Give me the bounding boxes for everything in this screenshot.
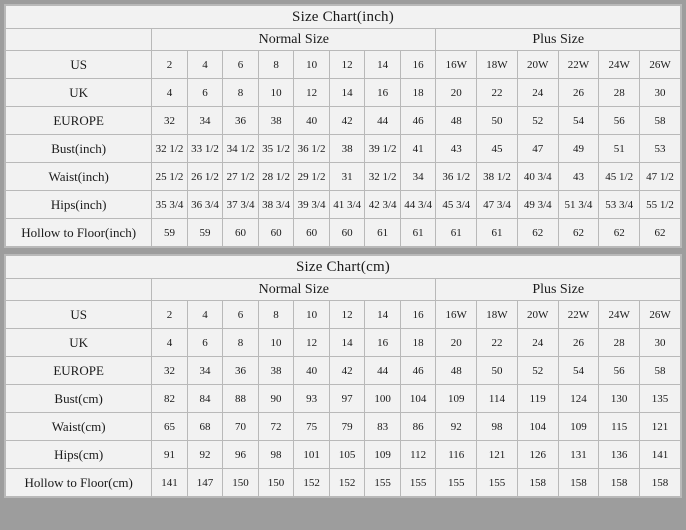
cell: 4: [152, 329, 188, 357]
cell: 121: [640, 413, 681, 441]
cell: 20W: [517, 301, 558, 329]
row-label: Hips(cm): [6, 441, 152, 469]
cell: 2: [152, 301, 188, 329]
cell: 50: [477, 357, 518, 385]
cell: 124: [558, 385, 599, 413]
cell: 158: [640, 469, 681, 497]
cell: 130: [599, 385, 640, 413]
cell: 36 1/2: [436, 163, 477, 191]
cell: 12: [294, 79, 330, 107]
cell: 115: [599, 413, 640, 441]
cell: 62: [517, 219, 558, 247]
cell: 30: [640, 329, 681, 357]
row-label: EUROPE: [6, 107, 152, 135]
cell: 22: [477, 79, 518, 107]
cell: 47 1/2: [640, 163, 681, 191]
cell: 46: [400, 357, 436, 385]
cell: 14: [365, 51, 401, 79]
cell: 28: [599, 79, 640, 107]
cell: 60: [294, 219, 330, 247]
cell: 8: [258, 51, 294, 79]
cell: 158: [599, 469, 640, 497]
cell: 24W: [599, 301, 640, 329]
cell: 70: [223, 413, 259, 441]
cell: 92: [436, 413, 477, 441]
table-group-row: [6, 279, 681, 301]
cell: 72: [258, 413, 294, 441]
cell: 61: [400, 219, 436, 247]
cell: 42: [329, 357, 365, 385]
cell: 34: [400, 163, 436, 191]
cell: 6: [187, 79, 223, 107]
cell: 141: [640, 441, 681, 469]
cell: 131: [558, 441, 599, 469]
row-label: UK: [6, 79, 152, 107]
cell: 29 1/2: [294, 163, 330, 191]
cell: 68: [187, 413, 223, 441]
cell: 38 1/2: [477, 163, 518, 191]
cell: 150: [258, 469, 294, 497]
cell: 84: [187, 385, 223, 413]
cell: 61: [477, 219, 518, 247]
cell: 79: [329, 413, 365, 441]
table-row: [6, 163, 681, 191]
table-row: [6, 357, 681, 385]
cell: 109: [365, 441, 401, 469]
cell: 42: [329, 107, 365, 135]
table-row: [6, 79, 681, 107]
cell: 93: [294, 385, 330, 413]
table-row: [6, 51, 681, 79]
cell: 38: [258, 357, 294, 385]
size-table-inch: [5, 5, 681, 247]
cell: 31: [329, 163, 365, 191]
table-row: [6, 385, 681, 413]
cell: 22W: [558, 51, 599, 79]
row-label: US: [6, 51, 152, 79]
cell: 4: [152, 79, 188, 107]
cell: 10: [294, 51, 330, 79]
row-label: Waist(cm): [6, 413, 152, 441]
cell: 20: [436, 79, 477, 107]
chart-title: Size Chart(inch): [6, 6, 681, 29]
cell: 48: [436, 357, 477, 385]
cell: 155: [365, 469, 401, 497]
table-row: [6, 329, 681, 357]
cell: 49 3/4: [517, 191, 558, 219]
table-row: [6, 441, 681, 469]
table-title-row: [6, 256, 681, 279]
cell: 24: [517, 79, 558, 107]
cell: 8: [223, 329, 259, 357]
table-row: [6, 413, 681, 441]
cell: 109: [558, 413, 599, 441]
cell: 46: [400, 107, 436, 135]
cell: 98: [477, 413, 518, 441]
group-header-normal: Normal Size: [152, 279, 436, 301]
cell: 4: [187, 301, 223, 329]
cell: 36: [223, 357, 259, 385]
cell: 16: [400, 51, 436, 79]
cell: 112: [400, 441, 436, 469]
row-label: Hollow to Floor(cm): [6, 469, 152, 497]
cell: 28 1/2: [258, 163, 294, 191]
cell: 2: [152, 51, 188, 79]
cell: 6: [187, 329, 223, 357]
cell: 28: [599, 329, 640, 357]
cell: 44: [365, 357, 401, 385]
cell: 86: [400, 413, 436, 441]
row-label: Bust(inch): [6, 135, 152, 163]
cell: 38 3/4: [258, 191, 294, 219]
cell: 41 3/4: [329, 191, 365, 219]
row-label: Waist(inch): [6, 163, 152, 191]
cell: 34 1/2: [223, 135, 259, 163]
cell: 35 3/4: [152, 191, 188, 219]
size-chart-inch: [4, 4, 682, 248]
cell: 136: [599, 441, 640, 469]
cell: 55 1/2: [640, 191, 681, 219]
cell: 91: [152, 441, 188, 469]
cell: 12: [329, 51, 365, 79]
cell: 155: [436, 469, 477, 497]
cell: 45 3/4: [436, 191, 477, 219]
cell: 14: [329, 79, 365, 107]
cell: 60: [223, 219, 259, 247]
cell: 27 1/2: [223, 163, 259, 191]
cell: 16W: [436, 51, 477, 79]
cell: 25 1/2: [152, 163, 188, 191]
cell: 47: [517, 135, 558, 163]
cell: 6: [223, 51, 259, 79]
row-label: Bust(cm): [6, 385, 152, 413]
cell: 4: [187, 51, 223, 79]
cell: 45: [477, 135, 518, 163]
cell: 152: [294, 469, 330, 497]
row-label: Hips(inch): [6, 191, 152, 219]
cell: 54: [558, 107, 599, 135]
cell: 147: [187, 469, 223, 497]
cell: 10: [294, 301, 330, 329]
cell: 10: [258, 79, 294, 107]
cell: 12: [329, 301, 365, 329]
row-label: EUROPE: [6, 357, 152, 385]
cell: 52: [517, 357, 558, 385]
cell: 59: [187, 219, 223, 247]
cell: 24: [517, 329, 558, 357]
cell: 58: [640, 107, 681, 135]
cell: 54: [558, 357, 599, 385]
cell: 126: [517, 441, 558, 469]
cell: 18W: [477, 51, 518, 79]
cell: 10: [258, 329, 294, 357]
cell: 82: [152, 385, 188, 413]
cell: 121: [477, 441, 518, 469]
cell: 51: [599, 135, 640, 163]
cell: 39 1/2: [365, 135, 401, 163]
table-group-row: [6, 29, 681, 51]
cell: 22: [477, 329, 518, 357]
cell: 152: [329, 469, 365, 497]
cell: 39 3/4: [294, 191, 330, 219]
cell: 44 3/4: [400, 191, 436, 219]
cell: 6: [223, 301, 259, 329]
cell: 96: [223, 441, 259, 469]
cell: 32: [152, 107, 188, 135]
cell: 20W: [517, 51, 558, 79]
cell: 32 1/2: [365, 163, 401, 191]
cell: 88: [223, 385, 259, 413]
cell: 32 1/2: [152, 135, 188, 163]
cell: 16: [400, 301, 436, 329]
table-row: [6, 301, 681, 329]
cell: 62: [558, 219, 599, 247]
cell: 158: [517, 469, 558, 497]
cell: 100: [365, 385, 401, 413]
cell: 104: [400, 385, 436, 413]
cell: 105: [329, 441, 365, 469]
cell: 60: [258, 219, 294, 247]
cell: 53: [640, 135, 681, 163]
cell: 26: [558, 79, 599, 107]
table-row: [6, 107, 681, 135]
row-label: Hollow to Floor(inch): [6, 219, 152, 247]
cell: 60: [329, 219, 365, 247]
cell: 43: [558, 163, 599, 191]
cell: 62: [599, 219, 640, 247]
cell: 44: [365, 107, 401, 135]
cell: 56: [599, 357, 640, 385]
cell: 36 1/2: [294, 135, 330, 163]
cell: 119: [517, 385, 558, 413]
cell: 26: [558, 329, 599, 357]
cell: 34: [187, 357, 223, 385]
row-label: UK: [6, 329, 152, 357]
table-row: [6, 191, 681, 219]
cell: 47 3/4: [477, 191, 518, 219]
cell: 40: [294, 107, 330, 135]
cell: 141: [152, 469, 188, 497]
cell: 41: [400, 135, 436, 163]
cell: 38: [258, 107, 294, 135]
cell: 109: [436, 385, 477, 413]
cell: 22W: [558, 301, 599, 329]
cell: 75: [294, 413, 330, 441]
cell: 61: [436, 219, 477, 247]
cell: 37 3/4: [223, 191, 259, 219]
cell: 16W: [436, 301, 477, 329]
cell: 36 3/4: [187, 191, 223, 219]
cell: 42 3/4: [365, 191, 401, 219]
cell: 40 3/4: [517, 163, 558, 191]
table-row: [6, 219, 681, 247]
cell: 20: [436, 329, 477, 357]
cell: 90: [258, 385, 294, 413]
cell: 38: [329, 135, 365, 163]
cell: 48: [436, 107, 477, 135]
table-row: [6, 135, 681, 163]
cell: 49: [558, 135, 599, 163]
cell: 16: [365, 329, 401, 357]
cell: 12: [294, 329, 330, 357]
cell: 33 1/2: [187, 135, 223, 163]
cell: 101: [294, 441, 330, 469]
corner-cell: [6, 29, 152, 51]
cell: 58: [640, 357, 681, 385]
cell: 51 3/4: [558, 191, 599, 219]
cell: 16: [365, 79, 401, 107]
cell: 18: [400, 329, 436, 357]
cell: 114: [477, 385, 518, 413]
cell: 40: [294, 357, 330, 385]
cell: 8: [258, 301, 294, 329]
cell: 59: [152, 219, 188, 247]
cell: 26W: [640, 301, 681, 329]
cell: 61: [365, 219, 401, 247]
cell: 52: [517, 107, 558, 135]
cell: 135: [640, 385, 681, 413]
cell: 35 1/2: [258, 135, 294, 163]
group-header-plus: Plus Size: [436, 29, 681, 51]
cell: 18W: [477, 301, 518, 329]
cell: 104: [517, 413, 558, 441]
cell: 32: [152, 357, 188, 385]
cell: 26W: [640, 51, 681, 79]
row-label: US: [6, 301, 152, 329]
size-chart-cm: [4, 254, 682, 498]
cell: 24W: [599, 51, 640, 79]
cell: 43: [436, 135, 477, 163]
cell: 98: [258, 441, 294, 469]
cell: 34: [187, 107, 223, 135]
table-row: [6, 469, 681, 497]
cell: 150: [223, 469, 259, 497]
table-title-row: [6, 6, 681, 29]
cell: 65: [152, 413, 188, 441]
cell: 56: [599, 107, 640, 135]
group-header-normal: Normal Size: [152, 29, 436, 51]
cell: 14: [365, 301, 401, 329]
chart-title: Size Chart(cm): [6, 256, 681, 279]
cell: 36: [223, 107, 259, 135]
cell: 8: [223, 79, 259, 107]
cell: 83: [365, 413, 401, 441]
cell: 53 3/4: [599, 191, 640, 219]
cell: 50: [477, 107, 518, 135]
cell: 26 1/2: [187, 163, 223, 191]
corner-cell: [6, 279, 152, 301]
cell: 155: [477, 469, 518, 497]
size-table-cm: [5, 255, 681, 497]
cell: 45 1/2: [599, 163, 640, 191]
cell: 14: [329, 329, 365, 357]
cell: 62: [640, 219, 681, 247]
group-header-plus: Plus Size: [436, 279, 681, 301]
cell: 158: [558, 469, 599, 497]
cell: 97: [329, 385, 365, 413]
cell: 18: [400, 79, 436, 107]
cell: 155: [400, 469, 436, 497]
cell: 92: [187, 441, 223, 469]
cell: 30: [640, 79, 681, 107]
cell: 116: [436, 441, 477, 469]
